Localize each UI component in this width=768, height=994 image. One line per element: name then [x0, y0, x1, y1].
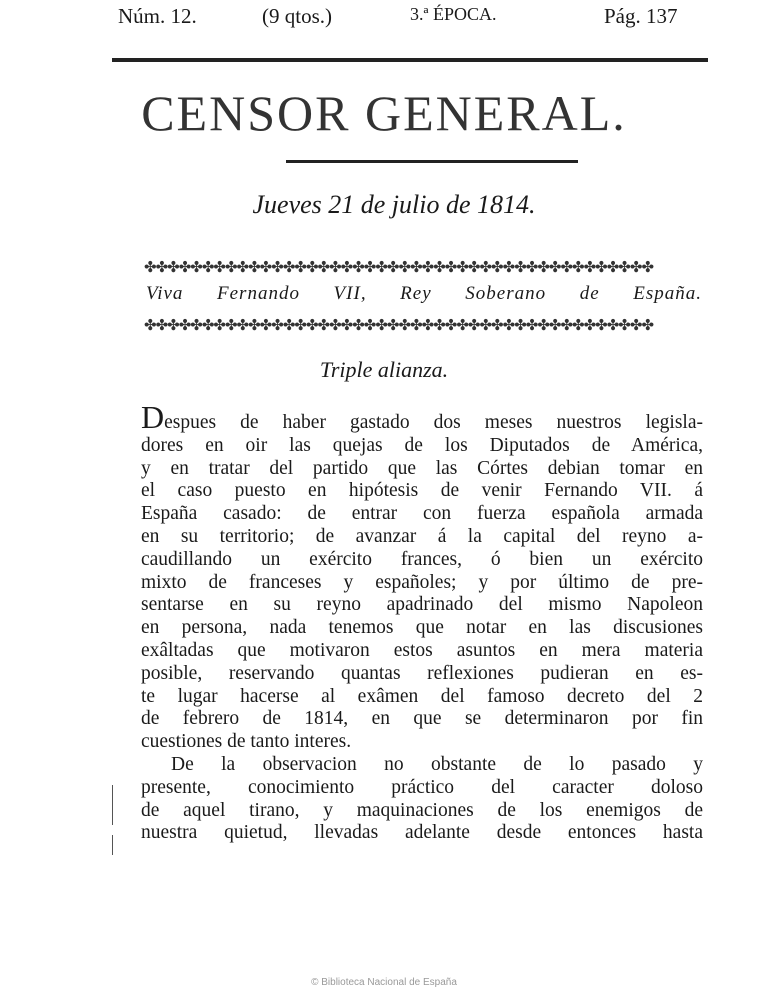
margin-mark [112, 835, 113, 855]
text-line [141, 399, 703, 435]
margin-mark [112, 785, 113, 825]
text-line-content: presente, conocimiento práctico del caracter doloso [141, 776, 703, 798]
text-line [141, 686, 703, 709]
text-line-content: espues de haber gastado dos meses nuestros legisla- [164, 412, 703, 433]
text-line-content: en su territorio; de avanzar á la capital del reyno a- [141, 525, 703, 547]
text-line-content: exâltadas que motivaron estos asuntos en mera materia [141, 639, 703, 661]
text-line-content: en persona, nada tenemos que notar en las discusiones [141, 617, 703, 639]
text-line [141, 458, 703, 481]
text-line [141, 503, 703, 526]
text-line-content: cuestiones de tanto interes. [141, 731, 352, 753]
text-line-content: te lugar hacerse al exâmen del famoso decreto del 2 [141, 685, 703, 707]
title-rule [286, 160, 578, 163]
text-line [141, 640, 703, 663]
text-line-content: y en tratar del partido que las Córtes debian tomar en [141, 457, 703, 479]
text-line [141, 594, 703, 617]
text-line-content: de febrero de 1814, en que se determinaron por fin [141, 708, 703, 730]
text-line-content: posible, reservando quantas reflexiones pudieran en es- [141, 662, 703, 684]
text-line [141, 754, 703, 777]
epoch: 3.ª ÉPOCA. [410, 4, 497, 24]
header-rule [112, 58, 708, 62]
text-line [141, 480, 703, 503]
text-line [141, 526, 703, 549]
text-line-content: sentarse en su reyno apadrinado del mismo Napoleon [141, 594, 703, 616]
article-body [141, 399, 703, 845]
issue-number: Núm. 12. [118, 4, 197, 28]
text-line-content: el caso puesto en hipótesis de venir Fernando VII. á [141, 480, 703, 502]
motto: Viva Fernando VII, Rey Soberano de España. [146, 283, 702, 304]
text-line-content: de aquel tirano, y maquinaciones de los enemigos de [141, 799, 703, 821]
text-line [141, 800, 703, 823]
issue-date: Jueves 21 de julio de 1814. [252, 190, 536, 219]
text-line-content: España casado: de entrar con fuerza española armada [141, 503, 703, 525]
text-line-content: De la observacion no obstante de lo pasado y [171, 753, 703, 775]
text-line [141, 435, 703, 458]
drop-cap: D [141, 399, 165, 435]
ornament-row-bottom: ✤✤✤✤✤✤✤✤✤✤✤✤✤✤✤✤✤✤✤✤✤✤✤✤✤✤✤✤✤✤✤✤✤✤✤✤✤✤✤✤✤✤✤✤ [144, 318, 654, 334]
copyright-footer: © Biblioteca Nacional de España [311, 977, 457, 988]
article-title: Triple alianza. [319, 357, 449, 382]
newspaper-title: CENSOR GENERAL. [141, 85, 627, 141]
text-line [141, 708, 703, 731]
text-line [141, 617, 703, 640]
ornament-row-top: ✤✤✤✤✤✤✤✤✤✤✤✤✤✤✤✤✤✤✤✤✤✤✤✤✤✤✤✤✤✤✤✤✤✤✤✤✤✤✤✤✤✤✤✤ [144, 260, 654, 276]
quires-count: (9 qtos.) [262, 4, 332, 28]
text-line-content: nuestra quietud, llevadas adelante desde entonces hasta [141, 822, 703, 844]
text-line-content: dores en oir las quejas de los Diputados de América, [141, 434, 703, 456]
text-line [141, 572, 703, 595]
text-line [141, 731, 703, 754]
text-line [141, 822, 703, 845]
text-line [141, 777, 703, 800]
text-line [141, 663, 703, 686]
text-line [141, 549, 703, 572]
page-number: Pág. 137 [604, 4, 678, 28]
text-line-content: mixto de franceses y españoles; y por último de pre- [141, 571, 703, 593]
text-line-content: caudillando un exército frances, ó bien un exército [141, 548, 703, 570]
